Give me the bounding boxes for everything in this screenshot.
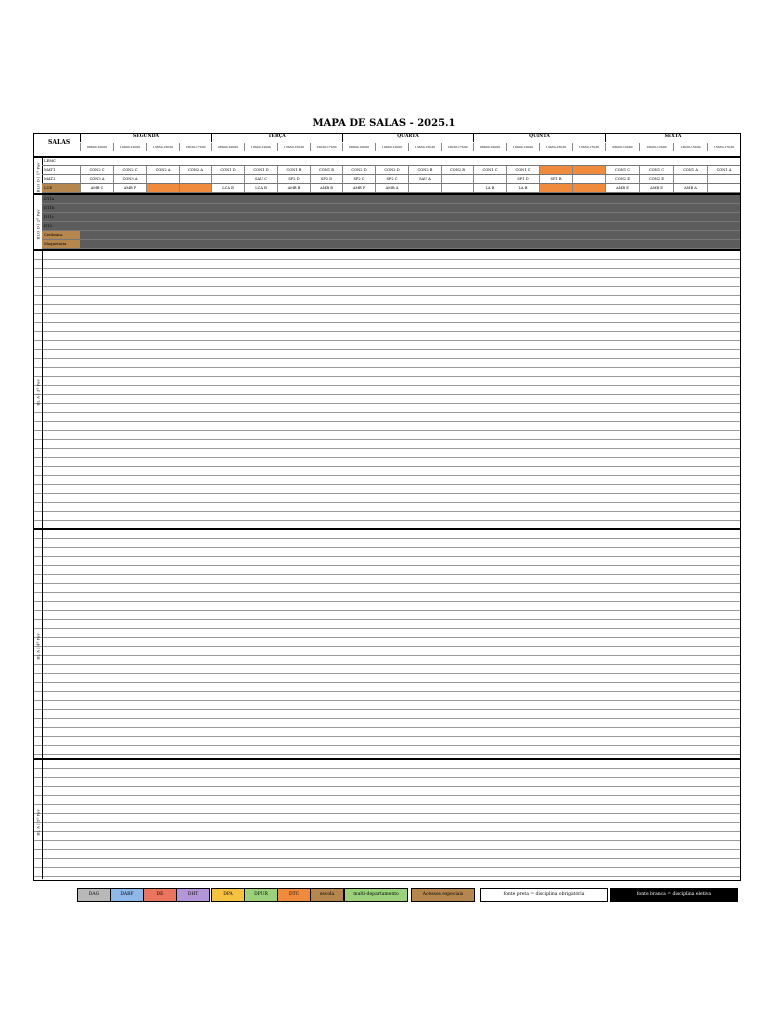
timeslot-header: 13h30-15h30: [408, 143, 441, 151]
schedule-cell[interactable]: CON2 C: [113, 166, 146, 174]
schedule-cell[interactable]: CON2 D: [342, 166, 375, 174]
section-label: BL A | 5º Pav: [34, 760, 43, 879]
schedule-cell[interactable]: AMB B: [277, 184, 310, 192]
timeslot-header: 08h00-10h00: [80, 143, 113, 151]
schedule-cell[interactable]: [539, 184, 572, 192]
schedule-cell[interactable]: CON2 A: [179, 166, 211, 174]
timeslot-header: 15h30-17h30: [707, 143, 740, 151]
legend-item: Acessos especiais: [411, 888, 475, 902]
table-row: [42, 184, 740, 193]
schedule-cell[interactable]: SP2 D: [277, 175, 310, 183]
schedule-cell[interactable]: SAU A: [408, 175, 441, 183]
room-label: D12: [44, 223, 52, 228]
schedule-cell[interactable]: SP2 D: [310, 175, 342, 183]
legend-item: multi-departamento: [344, 888, 408, 902]
room-label: Cerâmica: [42, 231, 80, 239]
timeslot-header: 13h30-15h30: [277, 143, 310, 151]
schedule-cell[interactable]: AMB B: [310, 184, 342, 192]
timeslot-header: 15h30-17h30: [179, 143, 211, 151]
schedule-cell[interactable]: LCA B: [244, 184, 277, 192]
section-bloco-a-4: [34, 530, 740, 760]
day-header: SEXTA: [605, 134, 740, 142]
day-header: QUINTA: [473, 134, 605, 142]
schedule-cell[interactable]: CON1 A: [673, 166, 707, 174]
section-label: BL A | 3º Pav: [34, 251, 43, 528]
schedule-cell[interactable]: [572, 184, 605, 192]
room-label: D11c: [44, 214, 55, 219]
legend-item: DPA: [211, 888, 245, 902]
schedule-cell[interactable]: AMB A: [375, 184, 408, 192]
schedule-cell[interactable]: LCA B: [211, 184, 244, 192]
table-header: [34, 134, 740, 158]
table-row: [42, 175, 740, 184]
room-label: LCE: [42, 184, 80, 192]
section-label: BLO D | 2º Pav: [34, 195, 43, 249]
table-row: [42, 204, 740, 213]
timeslot-header: 08h00-10h00: [473, 143, 506, 151]
schedule-cell[interactable]: AMB E: [639, 184, 673, 192]
section-bloco-a-3: [34, 251, 740, 530]
timeslot-header: 10h00-12h00: [375, 143, 408, 151]
schedule-cell[interactable]: [539, 166, 572, 174]
schedule-cell[interactable]: [211, 175, 244, 183]
room-label: D11a: [44, 196, 55, 201]
timeslot-header: 15h30-17h30: [441, 143, 473, 151]
schedule-cell[interactable]: AMB E: [605, 184, 639, 192]
schedule-cell[interactable]: CON2 D: [375, 166, 408, 174]
room-map-table: [33, 133, 741, 881]
schedule-cell[interactable]: [707, 175, 740, 183]
schedule-cell[interactable]: SP1 B: [539, 175, 572, 183]
schedule-cell[interactable]: [673, 175, 707, 183]
day-header: TERÇA: [211, 134, 342, 142]
schedule-cell[interactable]: CON1 C: [639, 166, 673, 174]
schedule-cell[interactable]: [572, 166, 605, 174]
timeslot-header: 10h00-12h00: [639, 143, 673, 151]
schedule-cell[interactable]: CON1 C: [605, 166, 639, 174]
schedule-cell[interactable]: CON1 D: [244, 166, 277, 174]
schedule-cell[interactable]: SP1 D: [506, 175, 539, 183]
legend: [77, 888, 747, 902]
timeslot-header: 13h30-15h30: [673, 143, 707, 151]
timeslot-header: 08h00-10h00: [211, 143, 244, 151]
schedule-cell[interactable]: CON2 C: [80, 166, 113, 174]
schedule-cell[interactable]: CON2 E: [639, 175, 673, 183]
schedule-cell[interactable]: SP2 C: [342, 175, 375, 183]
schedule-cell[interactable]: CON1 C: [506, 166, 539, 174]
schedule-cell[interactable]: SP2 C: [375, 175, 408, 183]
table-row: [42, 213, 740, 222]
table-row: [42, 231, 740, 240]
schedule-cell[interactable]: [179, 184, 211, 192]
schedule-cell[interactable]: CON2 B: [408, 166, 441, 174]
schedule-cell[interactable]: [441, 184, 473, 192]
timeslot-header: 08h00-10h00: [605, 143, 639, 151]
section-bloco-d-2: [34, 195, 740, 251]
schedule-cell[interactable]: [441, 175, 473, 183]
timeslot-header: 08h00-10h00: [342, 143, 375, 151]
schedule-cell[interactable]: LA B: [506, 184, 539, 192]
timeslot-header: 13h30-15h30: [539, 143, 572, 151]
timeslot-header: 15h30-17h30: [310, 143, 342, 151]
schedule-cell[interactable]: AMB A: [673, 184, 707, 192]
legend-note-white: fonte branca = disciplina eletiva: [610, 888, 738, 902]
table-row: [42, 240, 740, 249]
schedule-cell[interactable]: AMB F: [342, 184, 375, 192]
room-label: MAT2: [44, 176, 56, 181]
schedule-cell[interactable]: [179, 175, 211, 183]
salas-header: SALAS: [48, 139, 71, 146]
legend-note-black: fonte preta = disciplina obrigatória: [480, 888, 608, 902]
schedule-cell[interactable]: CON1 C: [473, 166, 506, 174]
legend-item: DAG: [77, 888, 111, 902]
schedule-cell[interactable]: CON1 D: [211, 166, 244, 174]
legend-item: DARF: [110, 888, 144, 902]
legend-item: DPUR: [244, 888, 278, 902]
schedule-cell[interactable]: [146, 175, 179, 183]
schedule-cell[interactable]: CON3 A: [113, 175, 146, 183]
schedule-cell[interactable]: CON1 B: [310, 166, 342, 174]
legend-item: DHT: [176, 888, 210, 902]
schedule-cell[interactable]: LA B: [473, 184, 506, 192]
schedule-cell[interactable]: [473, 175, 506, 183]
table-row: [42, 195, 740, 204]
section-label: BL A | 4º Pav: [34, 530, 43, 758]
legend-item: DTC: [277, 888, 311, 902]
schedule-cell[interactable]: CON2 A: [146, 166, 179, 174]
schedule-cell[interactable]: [572, 175, 605, 183]
room-label: D11b: [44, 205, 55, 210]
table-row: [42, 157, 740, 166]
day-header: QUARTA: [342, 134, 473, 142]
section-bloco-a-5: [34, 760, 740, 879]
schedule-cell[interactable]: CON2 E: [605, 175, 639, 183]
schedule-cell[interactable]: CON1 A: [707, 166, 740, 174]
schedule-cell[interactable]: CON3 A: [80, 175, 113, 183]
room-label: LEMC: [44, 158, 57, 163]
schedule-cell[interactable]: AMB F: [113, 184, 146, 192]
table-row: [42, 222, 740, 231]
legend-item: DE: [143, 888, 177, 902]
schedule-cell[interactable]: AMB C: [80, 184, 113, 192]
section-bloco-d-1: [34, 157, 740, 195]
schedule-cell[interactable]: [408, 184, 441, 192]
timeslot-header: 10h00-12h00: [506, 143, 539, 151]
schedule-cell[interactable]: SAU C: [244, 175, 277, 183]
timeslot-header: 10h00-12h00: [244, 143, 277, 151]
schedule-cell[interactable]: [707, 184, 740, 192]
section-label: BLO D | 1º Pav: [34, 157, 43, 193]
room-label: MAT1: [44, 167, 56, 172]
schedule-cell[interactable]: CON1 B: [277, 166, 310, 174]
timeslot-header: 13h30-15h30: [146, 143, 179, 151]
schedule-cell[interactable]: CON2 B: [441, 166, 473, 174]
room-label: Maquetaria: [42, 240, 80, 248]
timeslot-header: 15h30-17h30: [572, 143, 605, 151]
schedule-cell[interactable]: [146, 184, 179, 192]
legend-item: escola: [310, 888, 344, 902]
page-title: MAPA DE SALAS - 2025.1: [312, 118, 456, 129]
day-header: SEGUNDA: [80, 134, 211, 142]
timeslot-header: 10h00-12h00: [113, 143, 146, 151]
table-row: [42, 166, 740, 175]
